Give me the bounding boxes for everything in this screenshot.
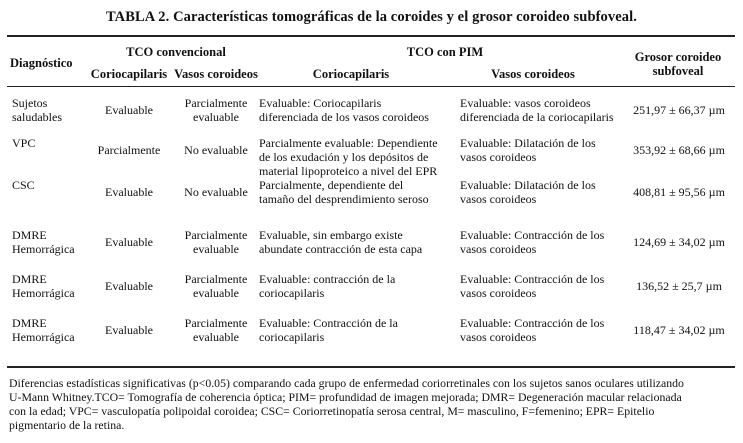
cell-line: Parcialmente <box>184 272 248 286</box>
cell-line: Parcialmente <box>184 96 248 110</box>
cell-grosor <box>622 279 736 293</box>
cell-pim-corio <box>259 272 459 300</box>
cell-line: 353,92 ± 68,66 µm <box>633 143 725 157</box>
header-tco-convencional: TCO convencional <box>126 45 226 59</box>
cell-diagnostico <box>12 316 92 344</box>
header-tco-pim: TCO con PIM <box>406 45 484 59</box>
cell-line: DMRE <box>12 228 47 242</box>
cell-line: de los exudación y los depósitos de <box>259 150 429 164</box>
header-pim-coriocapilaris: Coriocapilaris <box>312 67 390 81</box>
cell-line: CSC <box>12 178 35 192</box>
cell-grosor <box>622 103 736 117</box>
footnote <box>9 376 735 432</box>
cell-line: No evaluable <box>184 143 248 157</box>
cell-pim-corio <box>259 228 459 256</box>
footnote-line: U-Mann Whitney.TCO= Tomografía de coherencia óptica; PIM= profundidad de imagen mejorada; DMR= Degeneración macular relacionada <box>9 390 682 404</box>
cell-line: Evaluable: Contracción de los <box>460 228 605 242</box>
cell-line: Evaluable <box>105 279 153 293</box>
cell-line: Evaluable, sin embargo existe <box>259 228 403 242</box>
cell-line: DMRE <box>12 316 47 330</box>
cell-pim-corio <box>259 96 459 124</box>
cell-conv-corio <box>86 323 172 337</box>
cell-line: diferenciada de la coriocapilaris <box>460 110 614 124</box>
cell-line: Hemorrágica <box>12 242 75 256</box>
cell-conv-vasos <box>172 228 260 256</box>
cell-line: vasos coroideos <box>460 330 537 344</box>
cell-conv-vasos <box>172 185 260 199</box>
cell-conv-vasos <box>172 316 260 344</box>
cell-conv-corio <box>86 279 172 293</box>
cell-line: coriocapilaris <box>259 330 325 344</box>
cell-line: Parcialmente <box>184 316 248 330</box>
cell-grosor <box>622 185 736 199</box>
cell-line: Evaluable: Contracción de la <box>259 316 398 330</box>
cell-pim-vasos <box>460 272 628 300</box>
cell-grosor <box>622 323 736 337</box>
cell-conv-corio <box>86 103 172 117</box>
footnote-line: con la edad; VPC= vasculopatía polipoidal coroidea; CSC= Coriorretinopatía serosa central, M= masculino, F=femenino; EPR= Epitelio <box>9 404 655 418</box>
cell-line: tamaño del desprendimiento seroso <box>259 192 429 206</box>
cell-pim-corio <box>259 178 459 206</box>
cell-grosor <box>622 143 736 157</box>
cell-line: Evaluable <box>105 103 153 117</box>
cell-conv-vasos <box>172 143 260 157</box>
cell-line: vasos coroideos <box>460 192 537 206</box>
cell-line: Parcialmente, dependiente del <box>259 178 404 192</box>
cell-line: evaluable <box>193 286 239 300</box>
top-rule <box>7 35 735 37</box>
cell-line: Evaluable: Contracción de los <box>460 272 605 286</box>
cell-line: Parcialmente evaluable: Dependiente <box>259 136 438 150</box>
cell-line: saludables <box>12 110 62 124</box>
cell-line: Evaluable: Dilatación de los <box>460 136 596 150</box>
cell-line: 118,47 ± 34,02 µm <box>633 323 725 337</box>
cell-line: 251,97 ± 66,37 µm <box>633 103 725 117</box>
cell-line: DMRE <box>12 272 47 286</box>
header-diagnostico: Diagnóstico <box>10 56 73 70</box>
cell-line: Evaluable: Contracción de los <box>460 316 605 330</box>
cell-diagnostico <box>12 96 92 124</box>
cell-line: evaluable <box>193 330 239 344</box>
cell-diagnostico <box>12 272 92 300</box>
cell-diagnostico <box>12 228 92 256</box>
cell-line: 136,52 ± 25,7 µm <box>636 279 722 293</box>
cell-pim-vasos <box>460 228 628 256</box>
footnote-line: pigmentario de la retina. <box>9 418 125 432</box>
table-title: TABLA 2. Características tomográficas de la coroides y el grosor coroideo subfoveal. <box>105 9 637 25</box>
cell-diagnostico <box>12 178 92 192</box>
header-grosor-line1: Grosor coroideo <box>634 50 722 64</box>
cell-pim-vasos <box>460 96 628 124</box>
cell-line: evaluable <box>193 242 239 256</box>
cell-diagnostico <box>12 136 92 150</box>
footnote-line: Diferencias estadísticas significativas (p<0.05) comparando cada grupo de enfermedad coriorretinales con los sujetos sanos oculares utilizando <box>9 376 684 390</box>
cell-line: No evaluable <box>184 185 248 199</box>
cell-conv-corio <box>86 185 172 199</box>
cell-line: Evaluable: contracción de la <box>259 272 396 286</box>
cell-line: Evaluable <box>105 185 153 199</box>
cell-line: Hemorrágica <box>12 330 75 344</box>
cell-line: vasos coroideos <box>460 242 537 256</box>
cell-line: vasos coroideos <box>460 286 537 300</box>
cell-pim-corio <box>259 136 459 178</box>
cell-line: vasos coroideos <box>460 150 537 164</box>
cell-line: 124,69 ± 34,02 µm <box>633 235 725 249</box>
cell-pim-vasos <box>460 136 628 164</box>
header-pim-vasos-coroideos: Vasos coroideos <box>491 67 575 81</box>
cell-line: coriocapilaris <box>259 286 325 300</box>
cell-line: material lipoproteico a nivel del EPR <box>259 164 438 178</box>
cell-line: Evaluable: vasos coroideos <box>460 96 591 110</box>
cell-line: 408,81 ± 95,56 µm <box>633 185 725 199</box>
cell-line: evaluable <box>193 110 239 124</box>
cell-line: Hemorrágica <box>12 286 75 300</box>
header-grosor-line2: subfoveal <box>652 64 704 78</box>
bottom-rule <box>7 366 735 368</box>
header-rule <box>7 86 735 87</box>
cell-line: abundate contracción de esta capa <box>259 242 423 256</box>
header-conv-coriocapilaris: Coriocapilaris <box>90 67 168 81</box>
cell-line: VPC <box>12 136 36 150</box>
cell-pim-vasos <box>460 316 628 344</box>
cell-pim-vasos <box>460 178 628 206</box>
cell-grosor <box>622 235 736 249</box>
cell-pim-corio <box>259 316 459 344</box>
cell-line: Evaluable: Dilatación de los <box>460 178 596 192</box>
cell-conv-vasos <box>172 272 260 300</box>
cell-conv-corio <box>86 235 172 249</box>
cell-line: Sujetos <box>12 96 48 110</box>
cell-line: Parcialmente <box>184 228 248 242</box>
cell-line: Evaluable <box>105 323 153 337</box>
cell-conv-corio <box>86 143 172 157</box>
cell-conv-vasos <box>172 96 260 124</box>
cell-line: Evaluable: Coriocapilaris <box>259 96 382 110</box>
header-conv-vasos-coroideos: Vasos coroideos <box>174 67 258 81</box>
cell-line: Parcialmente <box>97 143 161 157</box>
cell-line: diferenciada de los vasos coroideos <box>259 110 429 124</box>
cell-line: Evaluable <box>105 235 153 249</box>
